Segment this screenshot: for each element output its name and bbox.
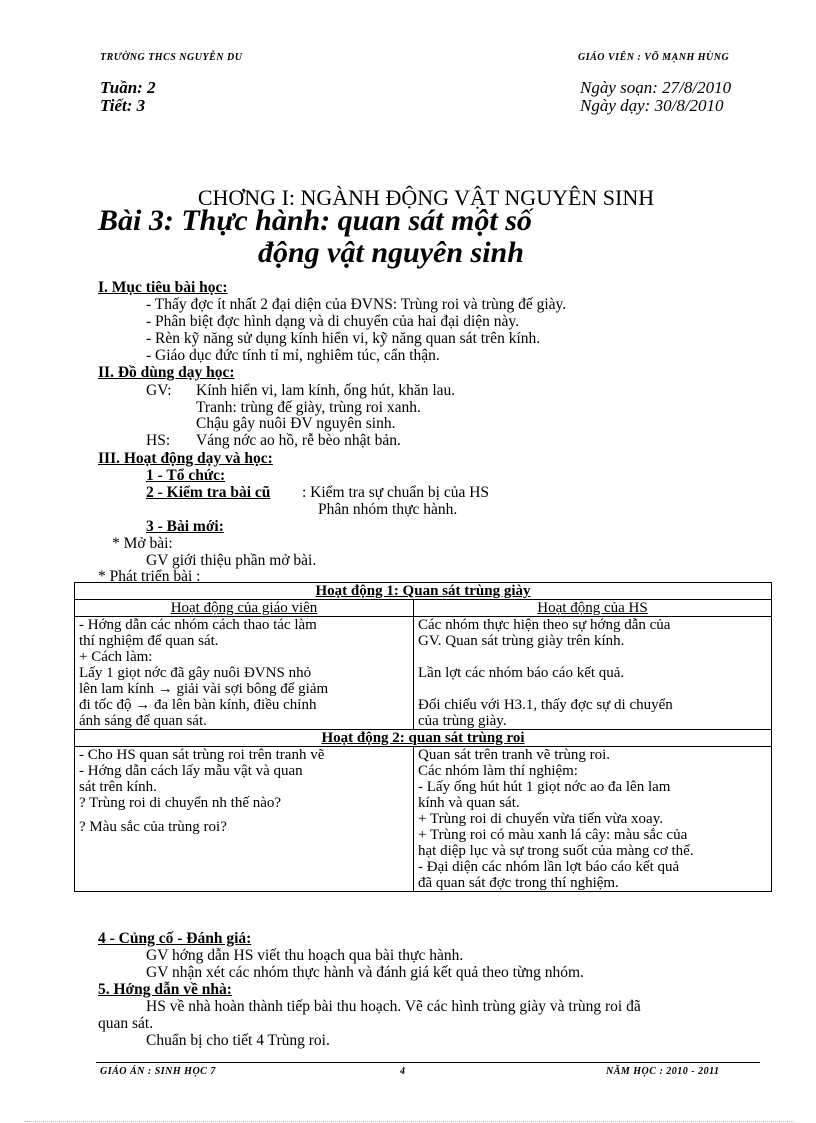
table-line: hạt diệp lục và sự trong suốt của màng cơ thể.: [418, 843, 694, 859]
table-row: [75, 600, 772, 617]
table-line: của trùng giày.: [418, 713, 507, 729]
table-line: - Đại diện các nhóm lần lợt báo cáo kết quả: [418, 859, 680, 875]
a1-student-cell: [414, 617, 772, 730]
table-line: Các nhóm thực hiện theo sự hớng dẫn của: [418, 617, 671, 633]
table-line: - Lấy ống hút hút 1 giọt nớc ao đa lên lam: [418, 779, 671, 795]
page-edge: [24, 1121, 794, 1122]
a2-student-cell: [414, 747, 772, 892]
gv-label: GV:: [146, 382, 172, 399]
table-line: lên lam kính → giải vài sợi bông để giảm: [79, 681, 329, 697]
step3-heading: 3 - Bài mới:: [146, 518, 224, 535]
section1-item: - Giáo dục đức tính tỉ mỉ, nghiêm túc, cẩn thận.: [146, 347, 440, 364]
table-line: Quan sát trên tranh vẽ trùng roi.: [418, 747, 611, 763]
table-row: [75, 617, 772, 730]
week: Tuần: 2: [100, 78, 156, 97]
footer-rule: [96, 1062, 760, 1063]
table-line: Lấy 1 giọt nớc đã gây nuôi ĐVNS nhỏ: [79, 665, 312, 681]
table-line: đi tốc độ → đa lên bàn kính, điều chỉnh: [79, 697, 317, 713]
table-line: + Trùng roi có màu xanh lá cây: màu sắc của: [418, 827, 688, 843]
table-line: + Cách làm:: [79, 649, 153, 665]
intro-text: GV giới thiệu phần mở bài.: [146, 552, 317, 569]
teach-date: Ngày dạy: 30/8/2010: [580, 96, 724, 115]
step2-heading: 2 - Kiểm tra bài cũ: [146, 484, 271, 501]
prep-date: Ngày soạn: 27/8/2010: [580, 78, 732, 97]
intro-label: * Mở bài:: [112, 535, 173, 552]
section3-heading: III. Hoạt động dạy và học:: [98, 450, 273, 467]
hs-label: HS:: [146, 432, 171, 449]
footer-school-year: NĂM HỌC : 2010 - 2011: [606, 1066, 720, 1077]
section2-heading: II. Đồ dùng dạy học:: [98, 364, 235, 381]
step1-heading: 1 - Tổ chức:: [146, 467, 226, 484]
step2-text: : Kiểm tra sự chuẩn bị của HS: [302, 484, 490, 501]
header-teacher: GIÁO VIÊN : VÕ MẠNH HÙNG: [578, 52, 730, 63]
section1-item: - Thấy đợc ít nhất 2 đại diện của ĐVNS: Trùng roi và trùng đế giày.: [146, 296, 567, 313]
section1-heading: I. Mục tiêu bài học:: [98, 279, 228, 296]
lesson-title-line2: động vật nguyên sinh: [258, 236, 524, 269]
table-line: ? Trùng roi di chuyển nh thế nào?: [79, 795, 282, 811]
table-line: Các nhóm làm thí nghiệm:: [418, 763, 578, 779]
table-line: - Hớng dẫn cách lấy mẫu vật và quan: [79, 763, 303, 779]
table-row: [75, 747, 772, 892]
section4-item: GV nhận xét các nhóm thực hành và đánh giá kết quả theo từng nhóm.: [146, 964, 584, 981]
step2-text2: Phân nhóm thực hành.: [318, 501, 458, 518]
develop-label: * Phát triển bài :: [98, 568, 201, 585]
hs-item: Váng nớc ao hồ, rễ bèo nhật bản.: [196, 432, 401, 449]
period: Tiết: 3: [100, 96, 146, 115]
section1-item: - Phân biệt đợc hình dạng và di chuyển của hai đại diện này.: [146, 313, 520, 330]
section4-item: GV hớng dẫn HS viết thu hoạch qua bài thực hành.: [146, 947, 464, 964]
a1-teacher-cell: [75, 617, 414, 730]
section5-line: HS về nhà hoàn thành tiếp bài thu hoạch. Vẽ các hình trùng giày và trùng roi đã: [146, 998, 641, 1015]
activity2-title: Hoạt động 2: quan sát trùng roi: [75, 730, 772, 747]
table-row: [75, 730, 772, 747]
activity1-title: Hoạt động 1: Quan sát trùng giày: [75, 583, 772, 600]
table-line: - Hớng dẫn các nhóm cách thao tác làm: [79, 617, 317, 633]
table-line: Đối chiếu với H3.1, thấy đợc sự di chuyển: [418, 697, 673, 713]
chapter-title: CHƠNG I: NGÀNH ĐỘNG VẬT NGUYÊN SINH: [197, 185, 655, 210]
table-line: ? Màu sắc của trùng roi?: [79, 819, 227, 835]
section5-line: Chuẩn bị cho tiết 4 Trùng roi.: [146, 1032, 330, 1049]
footer-subject: GIÁO ÁN : SINH HỌC 7: [100, 1066, 216, 1077]
table-line: đã quan sát đợc trong thí nghiệm.: [418, 875, 619, 891]
section5-line: quan sát.: [98, 1015, 154, 1032]
section1-item: - Rèn kỹ năng sử dụng kính hiển vi, kỹ năng quan sát trên kính.: [146, 330, 541, 347]
gv-item: Kính hiển vi, lam kính, ống hút, khăn lau.: [196, 382, 456, 399]
lesson-title-line1: Bài 3: Thực hành: quan sát một số: [98, 204, 532, 237]
table-line: [418, 649, 767, 665]
table-line: [79, 811, 409, 819]
section5-heading: 5. Hớng dẫn về nhà:: [98, 981, 232, 998]
table-line: sát trên kính.: [79, 779, 157, 795]
footer-page-number: 4: [400, 1066, 406, 1077]
table-line: Lần lợt các nhóm báo cáo kết quả.: [418, 665, 625, 681]
section4-heading: 4 - Củng cố - Đánh giá:: [98, 930, 252, 947]
col-teacher-header: Hoạt động của giáo viên: [75, 600, 414, 617]
gv-item: Tranh: trùng đế giày, trùng roi xanh.: [196, 399, 421, 416]
col-student-header: Hoạt động của HS: [414, 600, 772, 617]
table-line: GV. Quan sát trùng giày trên kính.: [418, 633, 625, 649]
gv-item: Chậu gây nuôi ĐV nguyên sinh.: [196, 415, 396, 432]
table-line: - Cho HS quan sát trùng roi trên tranh vẽ: [79, 747, 325, 763]
table-line: kính và quan sát.: [418, 795, 520, 811]
table-line: ánh sáng để quan sát.: [79, 713, 207, 729]
a2-teacher-cell: [75, 747, 414, 892]
table-row: [75, 583, 772, 600]
table-line: thí nghiệm để quan sát.: [79, 633, 219, 649]
activity-table: [74, 582, 772, 892]
table-line: [418, 681, 767, 697]
header-school: TRƯỜNG THCS NGUYỄN DU: [100, 52, 243, 63]
table-line: + Trùng roi di chuyển vừa tiến vừa xoay.: [418, 811, 663, 827]
